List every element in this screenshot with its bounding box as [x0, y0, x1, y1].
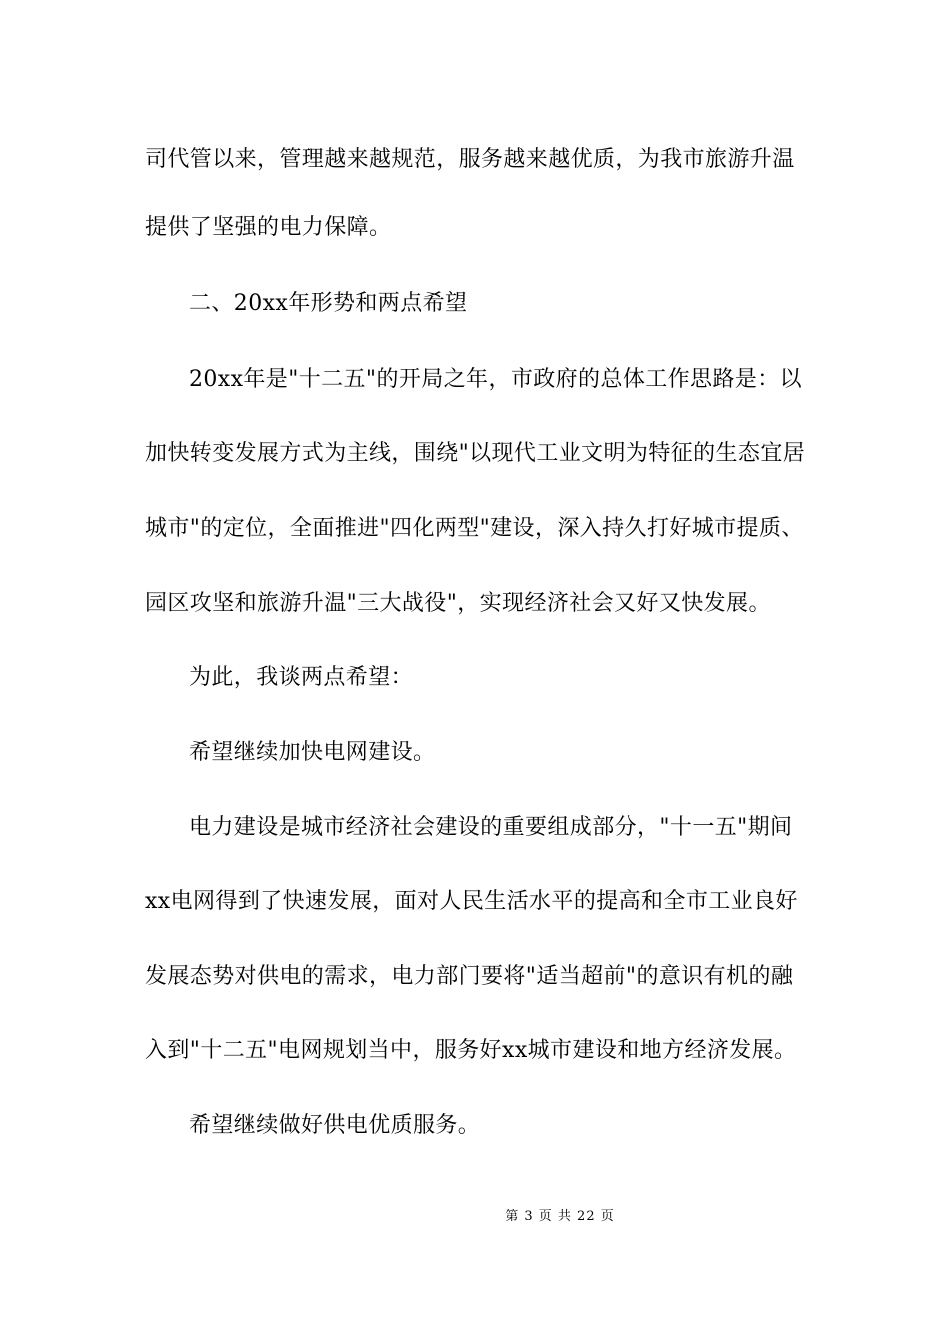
body-text-line: 发展态势对供电的需求，电力部门要将"适当超前"的意识有机的融 — [145, 964, 794, 989]
section-heading: 二、20xx年形势和两点希望 — [189, 291, 468, 316]
body-text-line: 园区攻坚和旅游升温"三大战役"，实现经济社会又好又快发展。 — [145, 591, 771, 616]
body-text-line: 司代管以来，管理越来越规范，服务越来越优质，为我市旅游升温 — [145, 147, 795, 172]
body-text-line: 提供了坚强的电力保障。 — [145, 215, 392, 240]
subheading: 希望继续加快电网建设。 — [189, 740, 436, 765]
body-text-line: 城市"的定位，全面推进"四化两型"建设，深入持久打好城市提质、 — [145, 516, 804, 541]
body-text-line: 加快转变发展方式为主线，围绕"以现代工业文明为特征的生态宜居 — [145, 441, 806, 466]
body-text-line: 入到"十二五"电网规划当中，服务好xx城市建设和地方经济发展。 — [145, 1038, 797, 1063]
paragraph-start: 为此，我谈两点希望： — [189, 665, 414, 690]
subheading: 希望继续做好供电优质服务。 — [189, 1113, 481, 1138]
page-number-footer: 第 3 页 共 22 页 — [505, 1209, 615, 1224]
paragraph-start: 电力建设是城市经济社会建设的重要组成部分，"十一五"期间 — [189, 815, 793, 840]
paragraph-start: 20xx年是"十二五"的开局之年，市政府的总体工作思路是：以 — [189, 367, 803, 392]
body-text-line: xx电网得到了快速发展，面对人民生活水平的提高和全市工业良好 — [145, 889, 798, 914]
